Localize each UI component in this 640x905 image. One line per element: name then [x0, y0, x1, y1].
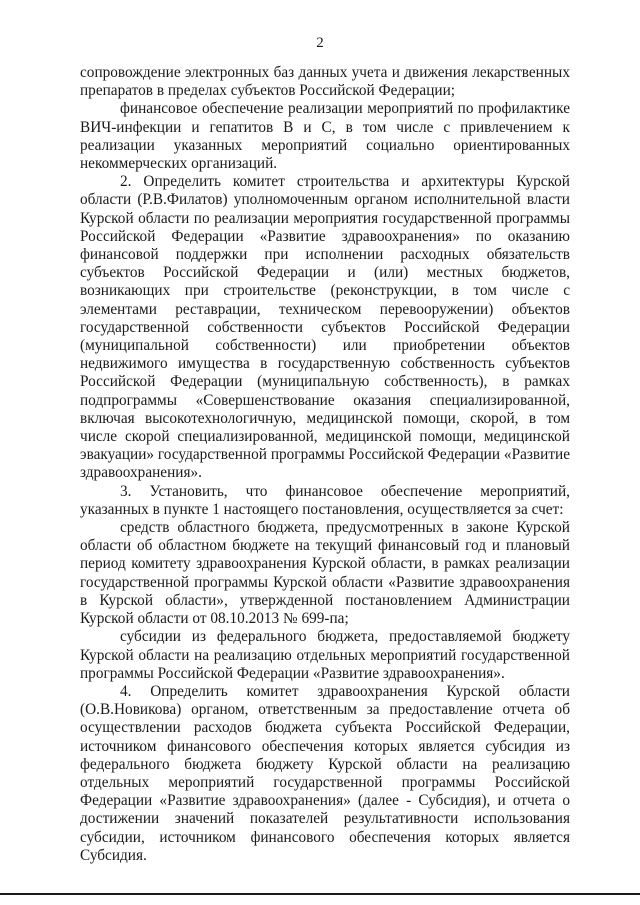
paragraph-item-2: 2. Определить комитет строительства и архитектуры Курской области (Р.В.Филатов) уполномоченным органом исполнительной власти Курской области по реализации мероприятия государственной программы Российской Федерации «Развитие здравоохранения» по оказанию финансовой поддержки при исполнении расходных обязательств субъектов Российской Федерации и (или) местных бюджетов, возникающих при строительстве (реконструкции, в том числе с элементами реставрации, техническом перевооружении) объектов государственной собственности субъектов Российской Федерации (муниципальной собственности) или приобретении объектов недвижимого имущества в государственную собственность субъектов Российской Федерации (муниципальную собственность), в рамках подпрограммы «Совершенствование оказания специализированной, включая высокотехнологичную, медицинской помощи, скорой, в том числе скорой специализированной, медицинской помощи, медицинской эвакуации» государственной программы Российской Федерации «Развитие здравоохранения».: [80, 173, 570, 482]
paragraph-item-3: 3. Установить, что финансовое обеспечение мероприятий, указанных в пункте 1 настоящего постановления, осуществляется за счет:: [80, 482, 570, 518]
page-number: 2: [316, 35, 324, 51]
paragraph-item-4: 4. Определить комитет здравоохранения Курской области (О.В.Новикова) органом, ответственным за предоставление отчета об осуществлении расходов бюджета субъекта Российской Федерации, источником финансового обеспечения которых является субсидия из федерального бюджета бюджету Курской области на реализацию отдельных мероприятий государственной программы Российской Федерации «Развитие здравоохранения» (далее - Субсидия), и отчета о достижении значений показателей результативности использования субсидии, источником финансового обеспечения которых является Субсидия.: [80, 682, 570, 864]
bottom-scan-border: [0, 893, 640, 895]
document-body: [80, 64, 570, 865]
paragraph-continuation: сопровождение электронных баз данных учета и движения лекарственных препаратов в пределах субъектов Российской Федерации;: [80, 64, 570, 100]
paragraph-regional-budget: средств областного бюджета, предусмотренных в законе Курской области об областном бюджете на текущий финансовый год и плановый период комитету здравоохранения Курской области, в рамках реализации государственной программы Курской области «Развитие здравоохранения в Курской области», утвержденной постановлением Администрации Курской области от 08.10.2013 № 699-па;: [80, 519, 570, 628]
paragraph-hiv-financing: финансовое обеспечение реализации мероприятий по профилактике ВИЧ-инфекции и гепатитов В и С, в том числе с привлечением к реализации указанных мероприятий социально ориентированных некоммерческих организаций.: [80, 100, 570, 173]
paragraph-federal-subsidy: субсидии из федерального бюджета, предоставляемой бюджету Курской области на реализацию отдельных мероприятий государственной программы Российской Федерации «Развитие здравоохранения».: [80, 628, 570, 682]
